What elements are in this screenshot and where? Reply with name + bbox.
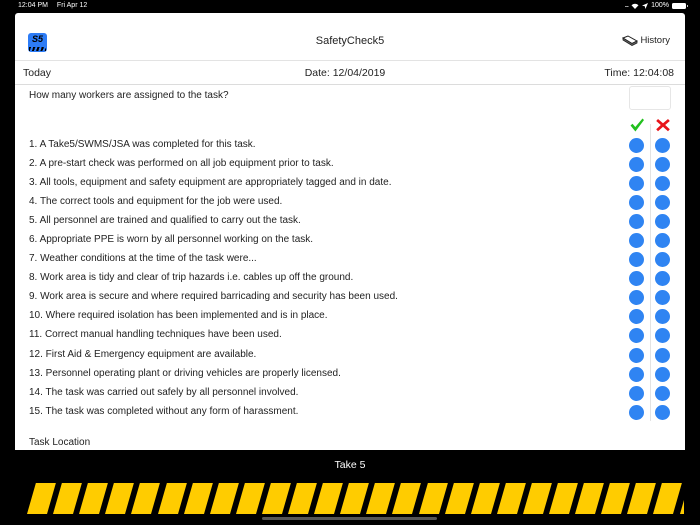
yes-radio[interactable] bbox=[629, 157, 644, 172]
question-text: 13. Personnel operating plant or driving vehicles are properly licensed. bbox=[29, 367, 341, 379]
x-icon bbox=[655, 117, 671, 133]
yes-radio[interactable] bbox=[629, 290, 644, 305]
nav-bar bbox=[15, 13, 685, 61]
no-radio[interactable] bbox=[655, 252, 670, 267]
hazard-stripe bbox=[575, 483, 604, 514]
today-label: Today bbox=[23, 67, 52, 79]
status-right bbox=[624, 2, 686, 9]
no-radio[interactable] bbox=[655, 290, 670, 305]
yes-radio[interactable] bbox=[629, 348, 644, 363]
logo-hazard-stripes bbox=[29, 47, 46, 51]
hazard-stripe bbox=[601, 483, 630, 514]
hazard-stripe bbox=[340, 483, 369, 514]
question-row bbox=[15, 155, 685, 174]
workers-question: How many workers are assigned to the task? bbox=[29, 90, 229, 101]
question-text: 6. Appropriate PPE is worn by all personnel working on the task. bbox=[29, 234, 314, 246]
no-radio[interactable] bbox=[655, 176, 670, 191]
no-radio[interactable] bbox=[655, 157, 670, 172]
hazard-stripe bbox=[236, 483, 265, 514]
question-row bbox=[15, 403, 685, 422]
hazard-stripe bbox=[653, 483, 682, 514]
question-text: 8. Work area is tidy and clear of trip hazards i.e. cables up off the ground. bbox=[29, 272, 354, 284]
no-radio[interactable] bbox=[655, 271, 670, 286]
signal-dots-icon: .... bbox=[624, 2, 629, 9]
question-row bbox=[15, 269, 685, 288]
hazard-stripe bbox=[131, 483, 160, 514]
question-text: 15. The task was completed without any form of harassment. bbox=[29, 405, 299, 417]
question-text: 2. A pre-start check was performed on all job equipment prior to task. bbox=[29, 158, 334, 170]
hazard-stripe bbox=[79, 483, 108, 514]
yes-radio[interactable] bbox=[629, 176, 644, 191]
question-row bbox=[15, 136, 685, 155]
question-row bbox=[15, 193, 685, 212]
status-date: Fri Apr 12 bbox=[56, 2, 88, 9]
question-row bbox=[15, 384, 685, 403]
yes-radio[interactable] bbox=[629, 252, 644, 267]
no-radio[interactable] bbox=[655, 328, 670, 343]
yes-radio[interactable] bbox=[629, 233, 644, 248]
question-text: 5. All personnel are trained and qualified to carry out the task. bbox=[29, 215, 301, 227]
yes-radio[interactable] bbox=[629, 405, 644, 420]
check-icon bbox=[629, 117, 645, 133]
yes-radio[interactable] bbox=[629, 367, 644, 382]
question-text: 9. Work area is secure and where required barricading and security has been used. bbox=[29, 291, 398, 303]
yes-radio[interactable] bbox=[629, 195, 644, 210]
status-bar bbox=[0, 0, 700, 12]
app-logo-text: S5 bbox=[31, 34, 43, 44]
hazard-stripe bbox=[549, 483, 578, 514]
question-row bbox=[15, 307, 685, 326]
question-text: 7. Weather conditions at the time of the task were... bbox=[29, 253, 257, 265]
no-radio[interactable] bbox=[655, 367, 670, 382]
battery-percent: 100% bbox=[651, 2, 669, 9]
question-list bbox=[15, 136, 685, 422]
workers-count-input[interactable] bbox=[629, 86, 671, 110]
question-row bbox=[15, 365, 685, 384]
location-arrow-icon bbox=[642, 3, 648, 9]
tab-take5[interactable]: Take 5 bbox=[334, 459, 366, 471]
hazard-stripe bbox=[471, 483, 500, 514]
hazard-stripe bbox=[366, 483, 395, 514]
yes-radio[interactable] bbox=[629, 138, 644, 153]
hazard-stripe bbox=[210, 483, 239, 514]
hazard-stripe bbox=[262, 483, 291, 514]
hazard-stripe bbox=[419, 483, 448, 514]
info-row bbox=[15, 62, 685, 85]
no-radio[interactable] bbox=[655, 405, 670, 420]
yes-radio[interactable] bbox=[629, 328, 644, 343]
battery-icon bbox=[672, 3, 686, 9]
hazard-stripe bbox=[497, 483, 526, 514]
question-text: 3. All tools, equipment and safety equipment are appropriately tagged and in date. bbox=[29, 177, 392, 189]
question-row bbox=[15, 288, 685, 307]
question-row bbox=[15, 250, 685, 269]
question-text: 12. First Aid & Emergency equipment are available. bbox=[29, 348, 257, 360]
task-location-label: Task Location bbox=[29, 437, 91, 448]
app-card bbox=[15, 13, 685, 450]
hazard-stripe bbox=[105, 483, 134, 514]
hazard-stripe-bar bbox=[17, 483, 684, 514]
no-radio[interactable] bbox=[655, 138, 670, 153]
question-row bbox=[15, 231, 685, 250]
question-text: 4. The correct tools and equipment for the job were used. bbox=[29, 196, 283, 208]
yes-radio[interactable] bbox=[629, 271, 644, 286]
question-row bbox=[15, 212, 685, 231]
question-text: 1. A Take5/SWMS/JSA was completed for this task. bbox=[29, 139, 256, 150]
no-radio[interactable] bbox=[655, 214, 670, 229]
page-title: SafetyCheck5 bbox=[315, 35, 385, 47]
question-text: 10. Where required isolation has been implemented and is in place. bbox=[29, 310, 328, 322]
hazard-stripe bbox=[288, 483, 317, 514]
history-label: History bbox=[640, 35, 670, 46]
wifi-icon bbox=[631, 3, 639, 9]
yes-radio[interactable] bbox=[629, 386, 644, 401]
hazard-stripe bbox=[184, 483, 213, 514]
no-radio[interactable] bbox=[655, 386, 670, 401]
hazard-stripe bbox=[158, 483, 187, 514]
status-time: 12:04 PM bbox=[18, 2, 48, 9]
no-radio[interactable] bbox=[655, 309, 670, 324]
question-text: 11. Correct manual handling techniques have been used. bbox=[29, 329, 282, 341]
question-row bbox=[15, 326, 685, 345]
history-button[interactable] bbox=[622, 35, 670, 46]
hazard-stripe bbox=[445, 483, 474, 514]
hazard-stripe bbox=[314, 483, 343, 514]
date-label: Date: 12/04/2019 bbox=[304, 67, 386, 79]
yes-radio[interactable] bbox=[629, 309, 644, 324]
checklist-form bbox=[15, 86, 685, 450]
history-book-icon bbox=[622, 35, 638, 46]
no-radio[interactable] bbox=[655, 348, 670, 363]
hazard-stripe bbox=[27, 483, 56, 514]
no-radio[interactable] bbox=[655, 195, 670, 210]
hazard-stripe bbox=[627, 483, 656, 514]
hazard-stripe bbox=[53, 483, 82, 514]
yes-radio[interactable] bbox=[629, 214, 644, 229]
hazard-stripe bbox=[523, 483, 552, 514]
question-row bbox=[15, 346, 685, 365]
question-row bbox=[15, 174, 685, 193]
time-label: Time: 12:04:08 bbox=[604, 67, 674, 79]
home-indicator[interactable] bbox=[262, 517, 437, 520]
hazard-stripe bbox=[392, 483, 421, 514]
no-radio[interactable] bbox=[655, 233, 670, 248]
status-left bbox=[18, 2, 94, 9]
question-text: 14. The task was carried out safely by all personnel involved. bbox=[29, 386, 299, 398]
